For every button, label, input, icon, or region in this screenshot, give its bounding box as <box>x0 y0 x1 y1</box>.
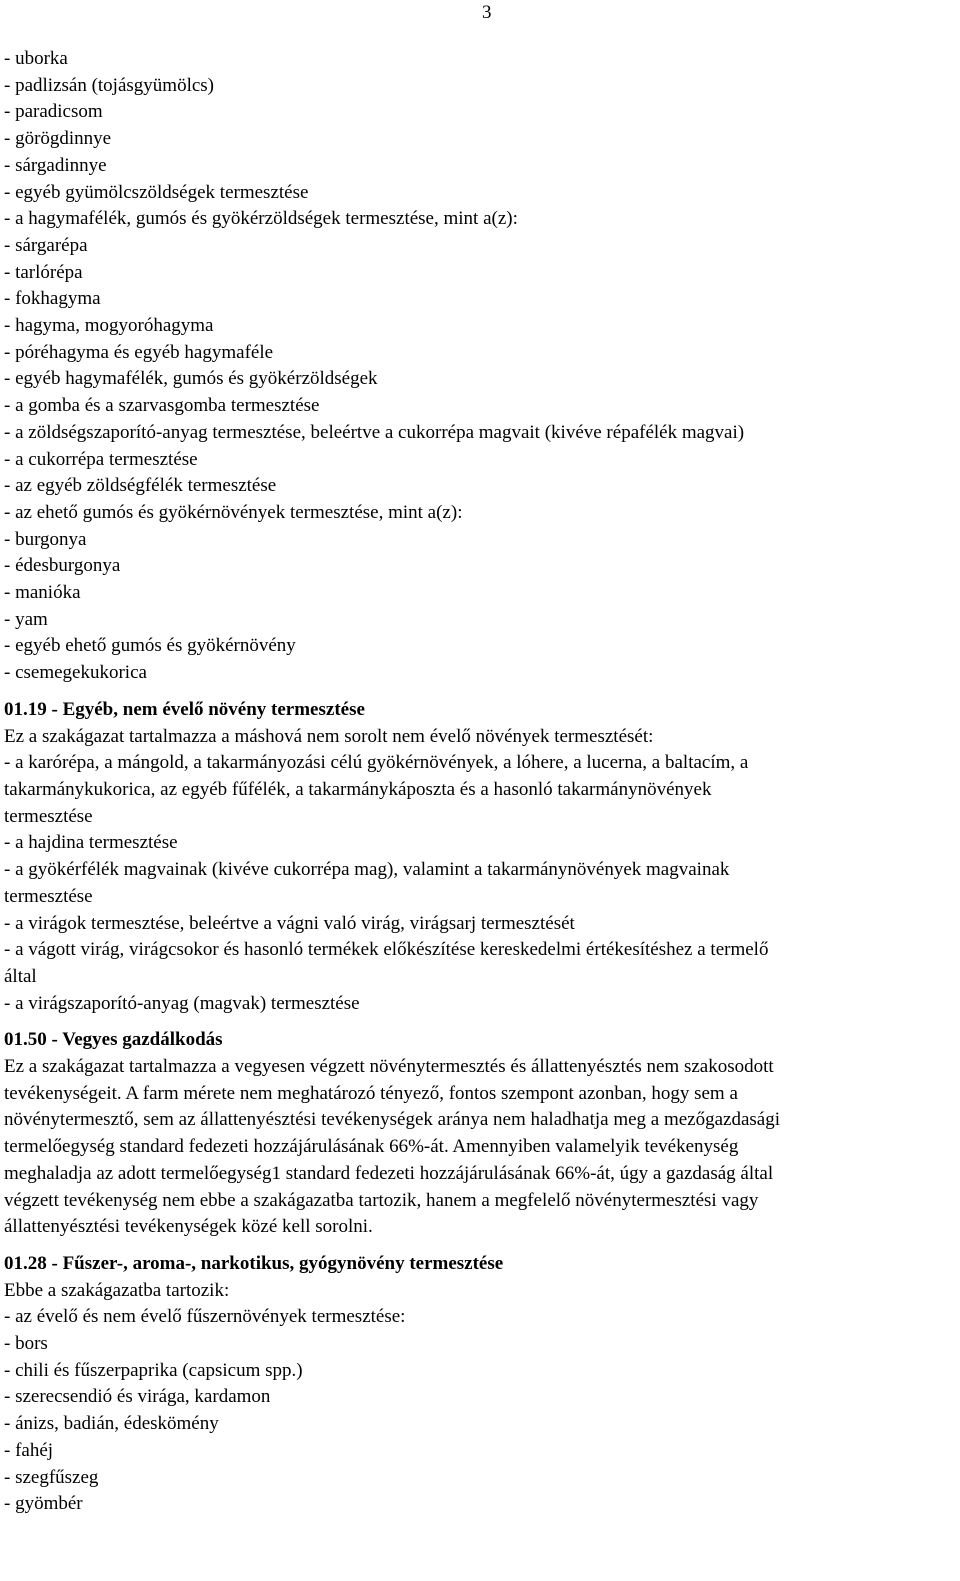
text-line: növénytermesztő, sem az állattenyésztési tevékenységek aránya nem haladhatja meg a mezőgazdasági <box>4 1109 781 1131</box>
list-item: - az egyéb zöldségfélék termesztése <box>4 475 277 497</box>
section-heading: 01.50 - Vegyes gazdálkodás <box>4 1029 223 1051</box>
text-line: - a karórépa, a mángold, a takarmányozási célú gyökérnövények, a lóhere, a lucerna, a baltacím, a <box>4 752 749 774</box>
list-item: - póréhagyma és egyéb hagymaféle <box>4 341 274 363</box>
list-item: - fokhagyma <box>4 288 101 310</box>
list-item: - görögdinnye <box>4 128 112 150</box>
list-item: - a cukorrépa termesztése <box>4 448 198 470</box>
text-line: Ez a szakágazat tartalmazza a vegyesen végzett növénytermesztés és állattenyésztés nem szakosodott <box>4 1056 774 1078</box>
list-item: - egyéb hagymafélék, gumós és gyökérzöldségek <box>4 368 378 390</box>
text-line: - a virágok termesztése, beleértve a vágni való virág, virágsarj termesztését <box>4 912 575 934</box>
section-0128 <box>4 1251 954 1518</box>
section-0150 <box>4 1027 954 1241</box>
list-item: - a gomba és a szarvasgomba termesztése <box>4 395 320 417</box>
section-0119 <box>4 697 954 1017</box>
list-item: - csemegekukorica <box>4 662 147 684</box>
list-item: - egyéb ehető gumós és gyökérnövény <box>4 635 296 657</box>
text-line: által <box>4 965 37 987</box>
list-item: - gyömbér <box>4 1493 83 1515</box>
text-line: termelőegység standard fedezeti hozzájárulásának 66%-át. Amennyiben valamelyik tevékenység <box>4 1136 739 1158</box>
text-line: - a gyökérfélék magvainak (kivéve cukorrépa mag), valamint a takarmánynövények magvainak <box>4 859 730 881</box>
text-line: - a hajdina termesztése <box>4 832 178 854</box>
list-item: - hagyma, mogyoróhagyma <box>4 315 214 337</box>
text-line: állattenyésztési tevékenységek közé kell sorolni. <box>4 1216 373 1238</box>
list-item: - bors <box>4 1333 48 1355</box>
list-item: - chili és fűszerpaprika (capsicum spp.) <box>4 1359 303 1381</box>
section-heading: 01.28 - Fűszer-, aroma-, narkotikus, gyógynövény termesztése <box>4 1252 504 1274</box>
text-line: meghaladja az adott termelőegység1 standard fedezeti hozzájárulásának 66%-át, úgy a gazdaság által <box>4 1162 774 1184</box>
text-line: - a vágott virág, virágcsokor és hasonló termékek előkészítése kereskedelmi értékesítéshez a termelő <box>4 939 769 961</box>
list-item: - yam <box>4 608 48 630</box>
list-item: - sárgarépa <box>4 234 88 256</box>
section-heading: 01.19 - Egyéb, nem évelő növény termesztése <box>4 698 365 720</box>
list-item: - a hagymafélék, gumós és gyökérzöldségek termesztése, mint a(z): <box>4 208 518 230</box>
list-item: - édesburgonya <box>4 555 121 577</box>
list-item: - padlizsán (tojásgyümölcs) <box>4 74 215 96</box>
document-body <box>4 46 954 1518</box>
list-item: - burgonya <box>4 528 87 550</box>
list-item: - az ehető gumós és gyökérnövények termesztése, mint a(z): <box>4 501 463 523</box>
text-line: végzett tevékenység nem ebbe a szakágazatba tartozik, hanem a megfelelő növénytermesztési vagy <box>4 1189 759 1211</box>
text-line: Ez a szakágazat tartalmazza a máshová nem sorolt nem évelő növények termesztését: <box>4 725 654 747</box>
text-line: Ebbe a szakágazatba tartozik: <box>4 1279 230 1301</box>
list-item: - egyéb gyümölcszöldségek termesztése <box>4 181 309 203</box>
list-item: - fahéj <box>4 1439 54 1461</box>
text-line: takarmánykukorica, az egyéb fűfélék, a takarmánykáposzta és a hasonló takarmánynövények <box>4 778 712 800</box>
list-item: - a zöldségszaporító-anyag termesztése, beleértve a cukorrépa magvait (kivéve répafélék magvai) <box>4 421 745 443</box>
text-line: termesztése <box>4 885 93 907</box>
text-line: tevékenységeit. A farm mérete nem meghatározó tényező, fontos szempont azonban, hogy sem a <box>4 1082 738 1104</box>
list-item: - szerecsendió és virága, kardamon <box>4 1386 271 1408</box>
list-item: - tarlórépa <box>4 261 83 283</box>
list-item: - sárgadinnye <box>4 154 107 176</box>
page-number: 3 <box>482 2 492 23</box>
list-item: - szegfűszeg <box>4 1466 99 1488</box>
list-item: - manióka <box>4 582 81 604</box>
list-top <box>4 46 954 687</box>
list-item: - uborka <box>4 48 68 69</box>
text-line: - a virágszaporító-anyag (magvak) termesztése <box>4 992 360 1014</box>
list-item: - ánizs, badián, édeskömény <box>4 1413 219 1435</box>
list-item: - paradicsom <box>4 101 103 123</box>
text-line: termesztése <box>4 805 93 827</box>
text-line: - az évelő és nem évelő fűszernövények termesztése: <box>4 1306 406 1328</box>
